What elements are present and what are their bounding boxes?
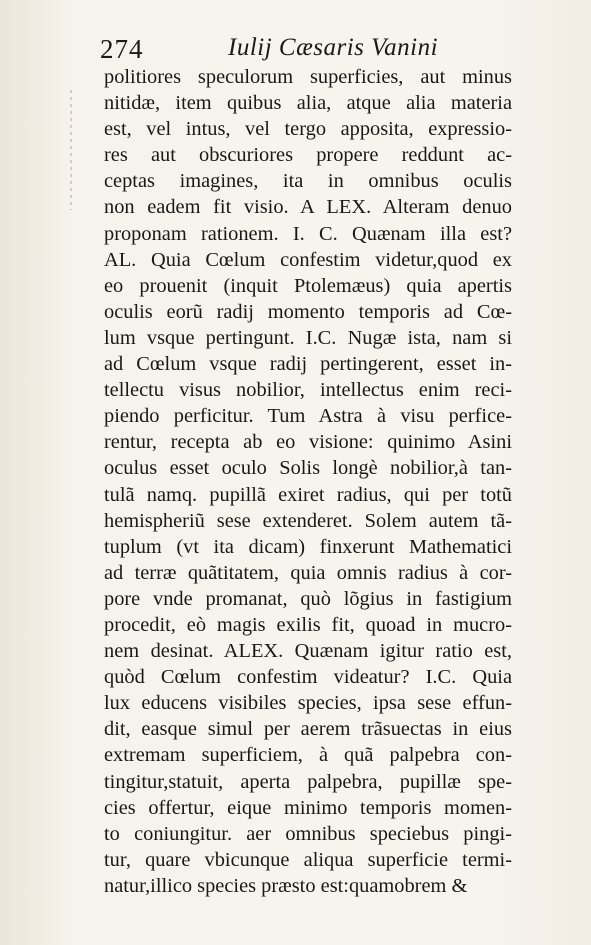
text-line: lux educens visibiles species, ipsa sese effun- xyxy=(104,692,512,715)
text-line: ceptas imagines, ita in omnibus oculis xyxy=(104,170,512,193)
text-line: tur, quare vbicunque aliqua superficie termi- xyxy=(104,848,512,871)
text-line: ad Cœlum vsque radij pertingerent, esset in- xyxy=(104,353,512,376)
text-line: pore vnde promanat, quò lõgius in fastigium xyxy=(104,587,512,610)
text-line: tuplum (vt ita dicam) finxerunt Mathematici xyxy=(104,535,512,558)
text-line: tellectu visus nobilior, intellectus enim reci- xyxy=(104,379,512,402)
text-line: eo prouenit (inquit Ptolemæus) quia apertis xyxy=(104,274,512,297)
text-line: lum vsque pertingunt. I.C. Nugæ ista, nam si xyxy=(104,326,512,349)
text-line: non eadem fit visio. A LEX. Alteram denuo xyxy=(104,196,512,219)
text-line: ad terræ quãtitatem, quia omnis radius à cor- xyxy=(104,561,512,584)
text-line: hemispheriũ sese extenderet. Solem autem tã- xyxy=(104,509,512,532)
text-line: tingitur,statuit, aperta palpebra, pupillæ spe- xyxy=(104,770,512,793)
text-line: cies offertur, eique minimo temporis momen- xyxy=(104,796,512,819)
text-line: procedit, eò magis exilis fit, quoad in mucro- xyxy=(104,613,512,636)
text-line: oculis eorũ radij momento temporis ad Cœ- xyxy=(104,300,512,323)
running-head: Iulij Cæsaris Vanini xyxy=(228,34,439,61)
text-line: nitidæ, item quibus alia, atque alia materia xyxy=(104,92,512,115)
text-line: politiores speculorum superficies, aut minus xyxy=(104,66,512,88)
text-line: quòd Cœlum confestim videatur? I.C. Quia xyxy=(104,666,512,689)
text-line: extremam superficiem, à quã palpebra con- xyxy=(104,744,512,767)
text-line: tulã namq. pupillã exiret radius, qui per totũ xyxy=(104,483,512,506)
text-line: AL. Quia Cœlum confestim videtur,quod ex xyxy=(104,248,512,271)
gutter-shadow xyxy=(70,90,72,210)
text-line: to coniungitur. aer omnibus speciebus pingi- xyxy=(104,822,512,845)
text-line: res aut obscuriores propere reddunt ac- xyxy=(104,144,512,167)
text-line: oculus esset oculo Solis longè nobilior,à tan- xyxy=(104,457,512,480)
page-number: 274 xyxy=(100,34,144,64)
body-text xyxy=(104,64,512,899)
text-line: natur,illico species præsto est:quamobrem & xyxy=(104,874,468,897)
text-line: nem desinat. ALEX. Quænam igitur ratio est, xyxy=(104,640,512,663)
text-line: piendo perficitur. Tum Astra à visu perfice- xyxy=(104,405,512,428)
page-header xyxy=(100,34,520,68)
text-line: rentur, recepta ab eo visione: quinimo Asini xyxy=(104,431,512,454)
text-line: proponam rationem. I. C. Quænam illa est? xyxy=(104,222,512,245)
text-line: dit, easque simul per aerem trãsuectas in eius xyxy=(104,718,512,741)
text-line: est, vel intus, vel tergo apposita, expressio- xyxy=(104,118,512,141)
